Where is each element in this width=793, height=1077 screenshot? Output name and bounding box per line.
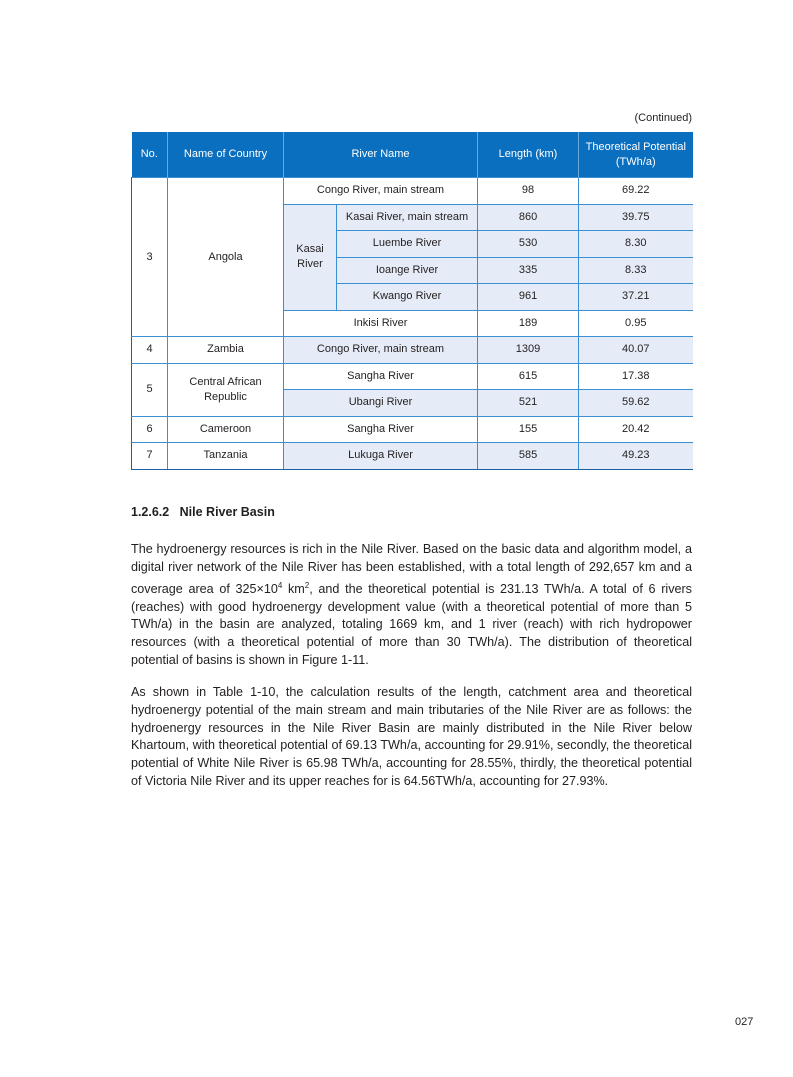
cell-river: Ubangi River [284,390,478,417]
table-row [132,337,693,364]
cell-river: Lukuga River [284,443,478,470]
cell-potential: 0.95 [579,310,693,337]
cell-no: 7 [132,443,168,470]
paragraph-1-text-b: km [282,581,305,596]
cell-country: Central African Republic [168,363,284,416]
cell-no: 5 [132,363,168,416]
cell-river: Luembe River [337,231,478,258]
cell-potential: 39.75 [579,204,693,231]
header-length: Length (km) [478,132,579,178]
cell-length: 521 [478,390,579,417]
cell-potential: 8.33 [579,257,693,284]
cell-potential: 20.42 [579,416,693,443]
header-country: Name of Country [168,132,284,178]
cell-no: 4 [132,337,168,364]
cell-country: Cameroon [168,416,284,443]
cell-river: Inkisi River [284,310,478,337]
table-row [132,443,693,470]
cell-potential: 40.07 [579,337,693,364]
cell-length: 585 [478,443,579,470]
cell-length: 98 [478,178,579,205]
cell-potential: 8.30 [579,231,693,258]
cell-length: 189 [478,310,579,337]
cell-river: Congo River, main stream [284,337,478,364]
table-row [132,363,693,390]
cell-no: 6 [132,416,168,443]
cell-length: 530 [478,231,579,258]
cell-potential: 17.38 [579,363,693,390]
header-no: No. [132,132,168,178]
paragraph-1-text-c: , and the theoretical potential is 231.13 TWh/a. A total of 6 rivers (reaches) with good hydroenergy development value (with a theoretical potential of more than 5 TWh/a) in the basin are analyzed, totaling 1669 km, and 1 river (reach) with rich hydropower resources (with a theoretical potential of more than 30 TWh/a). The distribution of theoretical potential of basins is shown in Figure 1-11. [131,581,692,667]
cell-length: 961 [478,284,579,311]
cell-potential: 49.23 [579,443,693,470]
cell-length: 860 [478,204,579,231]
table-row [132,178,693,205]
header-river: River Name [284,132,478,178]
cell-length: 155 [478,416,579,443]
cell-river-group: Kasai River [284,204,337,310]
cell-country: Zambia [168,337,284,364]
cell-country: Tanzania [168,443,284,470]
cell-length: 615 [478,363,579,390]
section-heading: 1.2.6.2 Nile River Basin [131,505,275,519]
cell-potential: 69.22 [579,178,693,205]
cell-potential: 59.62 [579,390,693,417]
cell-river: Kwango River [337,284,478,311]
paragraph-2: As shown in Table 1-10, the calculation results of the length, catchment area and theoretical hydroenergy potential of the main stream and main tributaries of the Nile River are as follows: the hydroenergy resources in the Nile River Basin are mainly distributed in the Nile River below Khartoum, with theoretical potential of 69.13 TWh/a, accounting for 29.91%, secondly, the theoretical potential of White Nile River is 65.98 TWh/a, accounting for 28.55%, thirdly, the theoretical potential of Victoria Nile River and its upper reaches for is 64.56TWh/a, accounting for 27.93%. [131,685,692,788]
page-number: 027 [735,1016,754,1028]
cell-river: Sangha River [284,416,478,443]
header-potential: Theoretical Potential (TWh/a) [579,132,693,178]
superscript: 2 [304,580,310,590]
superscript: 4 [277,580,283,590]
cell-country: Angola [168,178,284,337]
cell-potential: 37.21 [579,284,693,311]
cell-river: Kasai River, main stream [337,204,478,231]
cell-no: 3 [132,178,168,337]
continued-label: (Continued) [634,112,692,124]
paragraph-1 [131,541,692,670]
table-row [132,416,693,443]
cell-river: Sangha River [284,363,478,390]
cell-river: Ioange River [337,257,478,284]
river-table [131,132,693,470]
cell-length: 335 [478,257,579,284]
table-header-row [132,132,693,178]
paragraph-1-text-a: The hydroenergy resources is rich in the Nile River. Based on the basic data and algorithm model, a digital river network of the Nile River has been established, with a total length of 292,657 km and a coverage area of 325×10 [131,542,692,596]
cell-length: 1309 [478,337,579,364]
cell-river: Congo River, main stream [284,178,478,205]
